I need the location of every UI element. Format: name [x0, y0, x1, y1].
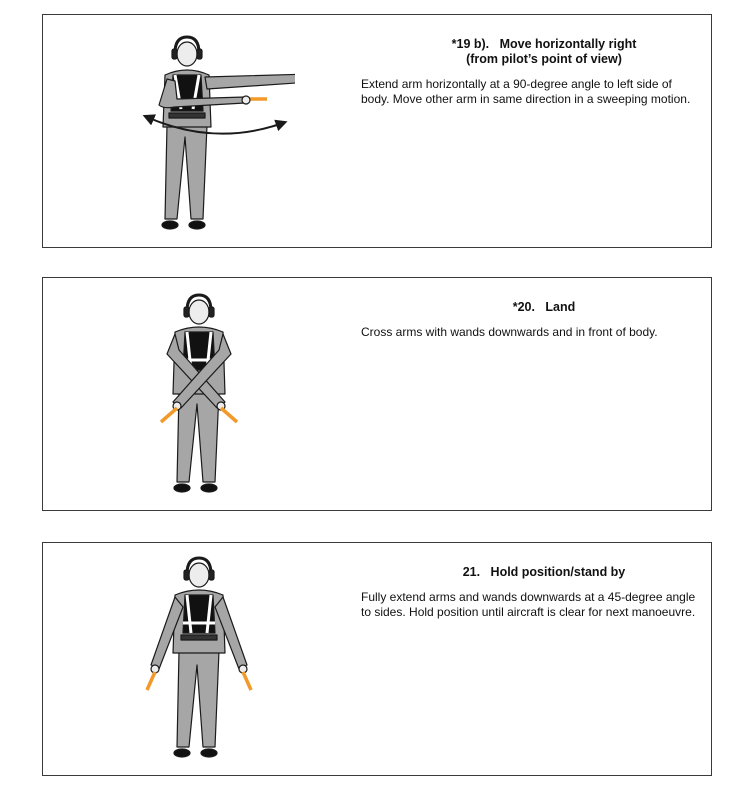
signal-name: Move horizontally right — [499, 37, 637, 51]
signal-description: Extend arm horizontally at a 90-degree angle to left side of body. Move other arm in same direction in a sweeping motion. — [361, 77, 691, 106]
signal-name: Land — [545, 300, 576, 314]
signal-panel-21 — [42, 542, 712, 776]
signal-number: *20. — [512, 300, 535, 314]
signal-panel-20 — [42, 277, 712, 511]
signal-number: 21. — [462, 565, 481, 579]
signal-name: Hold position/stand by — [490, 565, 626, 579]
signal-description: Cross arms with wands downwards and in front of body. — [361, 325, 658, 339]
signal-panel-19b — [42, 14, 712, 248]
marshaller-figure-land — [105, 282, 295, 508]
signal-description: Fully extend arms and wands downwards at a 45-degree angle to sides. Hold position until aircraft is clear for next manoeuvre. — [361, 590, 696, 619]
signal-title — [361, 565, 697, 580]
signal-title — [361, 37, 697, 67]
signal-subtitle: (from pilot’s point of view) — [466, 52, 622, 66]
marshaller-figure-move-right — [105, 19, 295, 245]
signal-title — [361, 300, 697, 315]
marshaller-figure-hold-position — [105, 547, 295, 773]
signal-number: *19 b). — [451, 37, 490, 51]
